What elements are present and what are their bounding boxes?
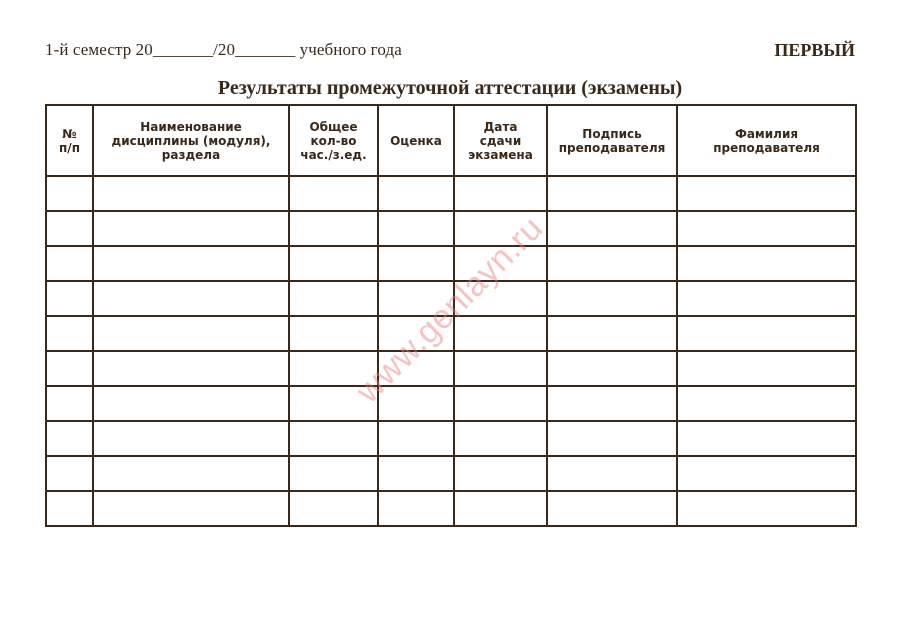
cell-exam-date[interactable] (454, 386, 547, 421)
cell-number[interactable] (46, 421, 93, 456)
cell-hours[interactable] (289, 491, 378, 526)
cell-teacher-signature[interactable] (547, 211, 677, 246)
cell-discipline[interactable] (93, 491, 289, 526)
cell-number[interactable] (46, 316, 93, 351)
cell-hours[interactable] (289, 211, 378, 246)
cell-number[interactable] (46, 491, 93, 526)
cell-grade[interactable] (378, 246, 454, 281)
cell-hours[interactable] (289, 281, 378, 316)
cell-grade[interactable] (378, 211, 454, 246)
cell-teacher-signature[interactable] (547, 281, 677, 316)
cell-teacher-name[interactable] (677, 211, 856, 246)
cell-exam-date[interactable] (454, 421, 547, 456)
table-row (46, 316, 856, 351)
cell-number[interactable] (46, 211, 93, 246)
cell-exam-date[interactable] (454, 456, 547, 491)
cell-teacher-name[interactable] (677, 351, 856, 386)
cell-discipline[interactable] (93, 316, 289, 351)
cell-teacher-name[interactable] (677, 281, 856, 316)
col-header-teacher-name: Фамилия преподавателя (677, 105, 856, 176)
cell-exam-date[interactable] (454, 491, 547, 526)
cell-hours[interactable] (289, 176, 378, 211)
semester-line: 1-й семестр 20_______/20_______ учебного года (45, 40, 402, 59)
cell-teacher-name[interactable] (677, 176, 856, 211)
cell-teacher-name[interactable] (677, 246, 856, 281)
cell-hours[interactable] (289, 421, 378, 456)
table-row (46, 386, 856, 421)
exam-results-table (45, 104, 857, 527)
cell-teacher-signature[interactable] (547, 456, 677, 491)
table-row (46, 456, 856, 491)
col-header-grade: Оценка (378, 105, 454, 176)
cell-teacher-signature[interactable] (547, 491, 677, 526)
table-body (46, 176, 856, 526)
table-row (46, 491, 856, 526)
col-header-exam-date: Дата сдачи экзамена (454, 105, 547, 176)
table-row (46, 176, 856, 211)
cell-teacher-name[interactable] (677, 456, 856, 491)
col-header-discipline: Наименование дисциплины (модуля), раздела (93, 105, 289, 176)
cell-teacher-signature[interactable] (547, 176, 677, 211)
cell-discipline[interactable] (93, 456, 289, 491)
cell-exam-date[interactable] (454, 351, 547, 386)
cell-grade[interactable] (378, 176, 454, 211)
cell-number[interactable] (46, 386, 93, 421)
cell-teacher-signature[interactable] (547, 351, 677, 386)
cell-number[interactable] (46, 246, 93, 281)
cell-teacher-signature[interactable] (547, 246, 677, 281)
cell-hours[interactable] (289, 351, 378, 386)
cell-hours[interactable] (289, 246, 378, 281)
cell-hours[interactable] (289, 316, 378, 351)
header-row (46, 105, 856, 176)
watermark: www.genlayn.ru (348, 208, 551, 411)
cell-teacher-name[interactable] (677, 316, 856, 351)
cell-teacher-name[interactable] (677, 386, 856, 421)
cell-exam-date[interactable] (454, 281, 547, 316)
col-header-hours: Общее кол-во час./з.ед. (289, 105, 378, 176)
cell-discipline[interactable] (93, 386, 289, 421)
col-header-teacher-signature: Подпись преподавателя (547, 105, 677, 176)
course-label: ПЕРВЫЙ (774, 40, 855, 60)
cell-teacher-name[interactable] (677, 491, 856, 526)
cell-exam-date[interactable] (454, 316, 547, 351)
col-header-number: № п/п (46, 105, 93, 176)
cell-discipline[interactable] (93, 421, 289, 456)
cell-teacher-name[interactable] (677, 421, 856, 456)
cell-number[interactable] (46, 281, 93, 316)
cell-discipline[interactable] (93, 176, 289, 211)
table-row (46, 351, 856, 386)
table-row (46, 246, 856, 281)
table-row (46, 281, 856, 316)
cell-grade[interactable] (378, 351, 454, 386)
cell-hours[interactable] (289, 456, 378, 491)
cell-grade[interactable] (378, 281, 454, 316)
cell-exam-date[interactable] (454, 246, 547, 281)
cell-teacher-signature[interactable] (547, 386, 677, 421)
cell-teacher-signature[interactable] (547, 316, 677, 351)
cell-number[interactable] (46, 351, 93, 386)
cell-exam-date[interactable] (454, 176, 547, 211)
cell-discipline[interactable] (93, 351, 289, 386)
cell-grade[interactable] (378, 491, 454, 526)
cell-teacher-signature[interactable] (547, 421, 677, 456)
table-title: Результаты промежуточной аттестации (экзамены) (217, 77, 683, 99)
cell-number[interactable] (46, 456, 93, 491)
cell-grade[interactable] (378, 386, 454, 421)
cell-number[interactable] (46, 176, 93, 211)
cell-hours[interactable] (289, 386, 378, 421)
cell-exam-date[interactable] (454, 211, 547, 246)
cell-discipline[interactable] (93, 246, 289, 281)
cell-grade[interactable] (378, 316, 454, 351)
cell-discipline[interactable] (93, 281, 289, 316)
cell-grade[interactable] (378, 456, 454, 491)
table-row (46, 421, 856, 456)
cell-discipline[interactable] (93, 211, 289, 246)
table-row (46, 211, 856, 246)
cell-grade[interactable] (378, 421, 454, 456)
